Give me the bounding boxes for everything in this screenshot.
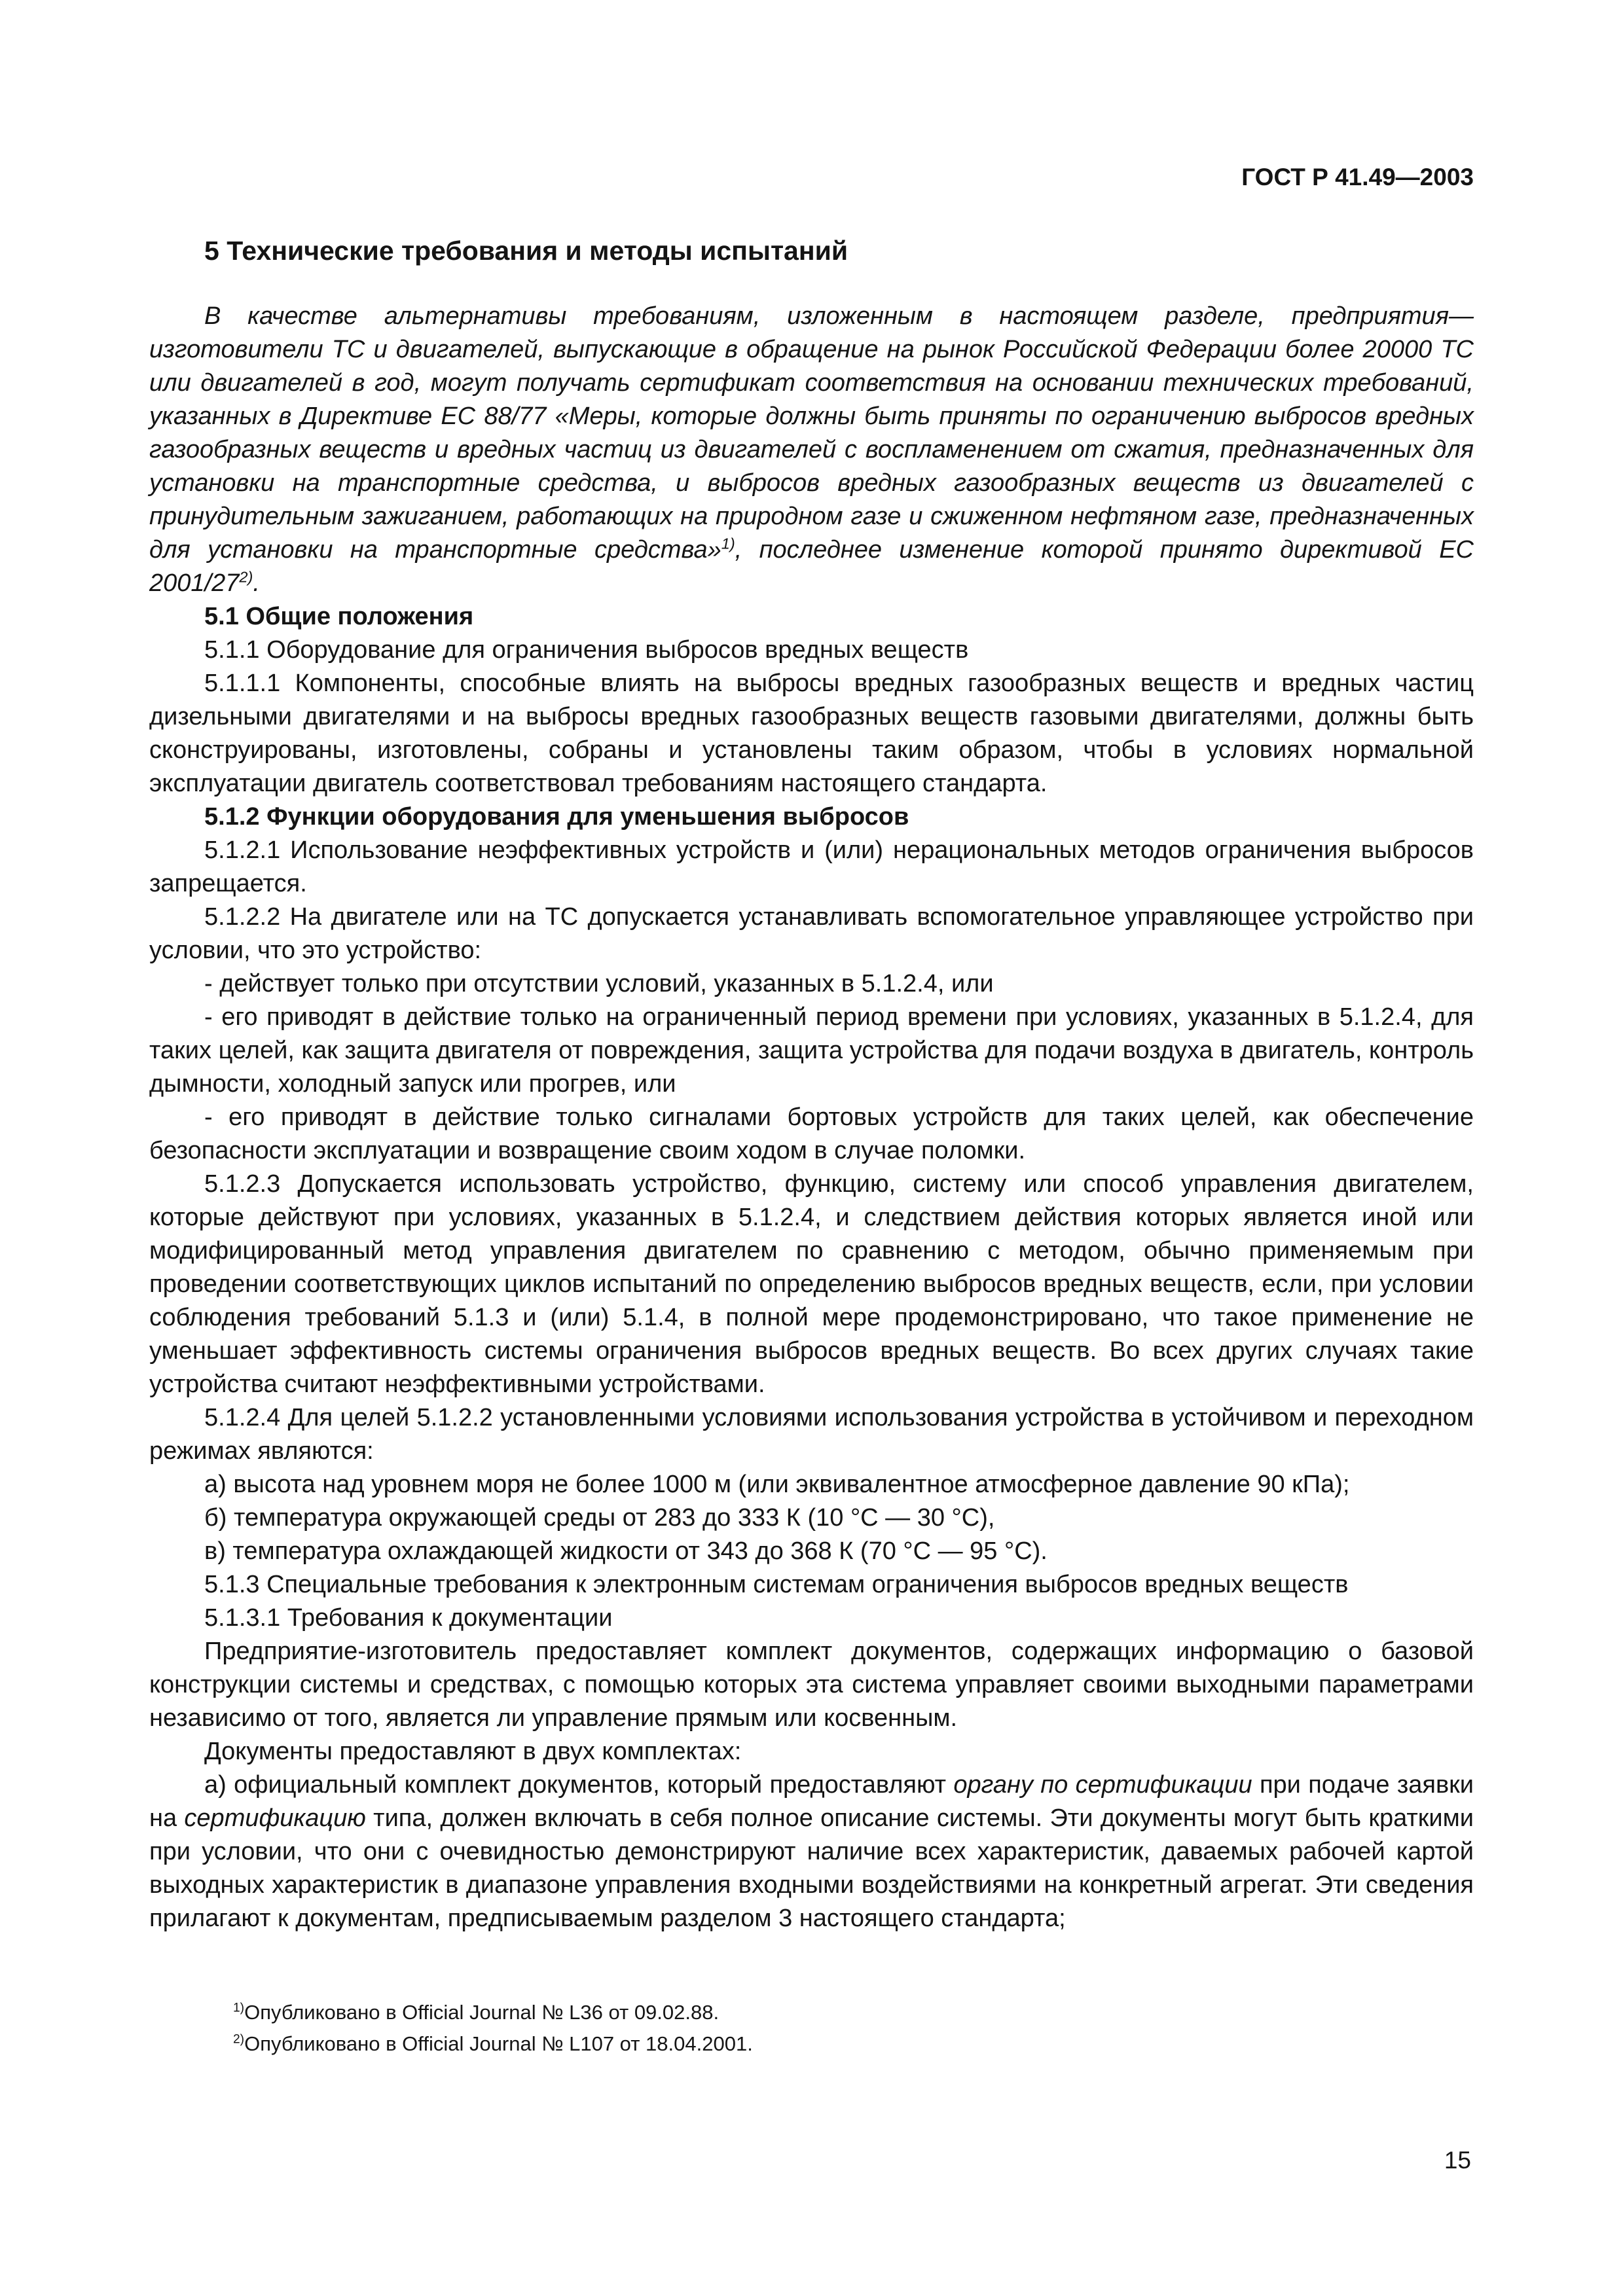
- clause-heading-5-1-1: 5.1.1 Оборудование для ограничения выбросов вредных веществ: [204, 636, 969, 664]
- intro-paragraph: [149, 300, 1474, 600]
- clause-heading-5-1: 5.1 Общие положения: [204, 603, 474, 630]
- list-item-b: б) температура окружающей среды от 283 до 333 К (10 °С — 30 °С),: [204, 1504, 995, 1532]
- clause-paragraph-official-set: [149, 1768, 1474, 1935]
- intro-text-3: .: [253, 569, 260, 597]
- footnote-1: [233, 1997, 1474, 2028]
- footnote-2-marker: 2): [233, 2032, 245, 2047]
- clause-paragraph-5-1-1-1: 5.1.1.1 Компоненты, способные влиять на выбросы вредных газообразных веществ и вредных частиц дизельными двигателями и на выбросы вредных газообразных веществ газовыми двигателями, должны быть сконструированы, изготовлены, собраны и установлены таким образом, чтобы в условиях нормальной эксплуатации двигатель соответствовал требованиям настоящего стандарта.: [149, 670, 1474, 797]
- footnote-1-marker: 1): [233, 2001, 245, 2015]
- clause-paragraph-5-1-2-1: 5.1.2.1 Использование неэффективных устройств и (или) нерациональных методов ограничения выбросов запрещается.: [149, 836, 1474, 897]
- final-run-3: при подаче заявки на: [149, 1771, 1474, 1832]
- footnote-1-text: Опубликовано в Official Journal № L36 от 09.02.88.: [244, 2001, 720, 2024]
- list-item-dash-2: - его приводят в действие только на ограниченный период времени при условиях, указанных в 5.1.2.4, для таких целей, как защита двигателя от повреждения, защита устройства для подачи воздуха в двигатель, контроль дымности, холодный запуск или прогрев, или: [149, 1003, 1474, 1098]
- page-content: [149, 162, 1474, 2060]
- clause-paragraph-5-1-2-4: 5.1.2.4 Для целей 5.1.2.2 установленными условиями использования устройства в устойчивом и переходном режимах являются:: [149, 1404, 1474, 1465]
- page-header: [149, 162, 1474, 192]
- intro-text-1: В качестве альтернативы требованиям, изложенным в настоящем разделе, предприятия—изготовители ТС и двигателей, выпускающие в обращение на рынок Российской Федерации более 20000 ТС или двигателей в год, могут получать сертификат соответствия на основании технических требований, указанных в Директиве ЕС 88/77 «Меры, которые должны быть приняты по ограничению выбросов вредных газообразных веществ и вредных частиц из двигателей с воспламенением от сжатия, предназначенных для установки на транспортные средства, и выбросов вредных газообразных веществ из двигателей с принудительным зажиганием, работающих на природном газе и сжиженном нефтяном газе, предназначенных для установки на транспортные средства»: [149, 302, 1474, 564]
- page-number: 15: [1444, 2147, 1471, 2174]
- footnote-ref-2: 2): [239, 568, 253, 586]
- document-body: [149, 300, 1474, 1935]
- standard-number: ГОСТ Р 41.49—2003: [1241, 164, 1474, 190]
- footnotes: [149, 1997, 1474, 2060]
- list-item-v: в) температура охлаждающей жидкости от 343 до 368 К (70 °С — 95 °С).: [204, 1537, 1048, 1565]
- footnote-2-text: Опубликовано в Official Journal № L107 от 18.04.2001.: [244, 2032, 753, 2055]
- intro-text-2: , последнее изменение которой принято директивой ЕС 2001/27: [149, 536, 1474, 597]
- final-run-5: типа, должен включать в себя полное описание системы. Эти документы могут быть краткими при условии, что они с очевидностью демонстрируют наличие всех характеристик, даваемых рабочей картой выходных характеристик в диапазоне управления входными воздействиями на конкретный агрегат. Эти сведения прилагают к документам, предписываемым разделом 3 настоящего стандарта;: [149, 1804, 1474, 1932]
- clause-paragraph-documentation: Предприятие-изготовитель предоставляет комплект документов, содержащих информацию о базовой конструкции системы и средствах, с помощью которых эта система управляет своими выходными параметрами независимо от того, является ли управление прямым или косвенным.: [149, 1638, 1474, 1732]
- footnote-2: [233, 2028, 1474, 2060]
- clause-heading-5-1-3-1: 5.1.3.1 Требования к документации: [204, 1604, 613, 1632]
- final-run-2-italic: органу по сертификации: [953, 1771, 1252, 1799]
- footnote-ref-1: 1): [721, 535, 735, 552]
- list-item-a: а) высота над уровнем моря не более 1000 м (или эквивалентное атмосферное давление 90 кПа);: [204, 1471, 1350, 1498]
- clause-heading-5-1-2: 5.1.2 Функции оборудования для уменьшения выбросов: [204, 803, 909, 831]
- clause-paragraph-5-1-2-2: 5.1.2.2 На двигателе или на ТС допускается устанавливать вспомогательное управляющее устройство при условии, что это устройство:: [149, 903, 1474, 964]
- list-item-dash-3: - его приводят в действие только сигналами бортовых устройств для таких целей, как обеспечение безопасности эксплуатации и возвращение своим ходом в случае поломки.: [149, 1103, 1474, 1164]
- clause-paragraph-two-sets: Документы предоставляют в двух комплектах:: [204, 1738, 742, 1765]
- clause-heading-5-1-3: 5.1.3 Специальные требования к электронным системам ограничения выбросов вредных веществ: [204, 1571, 1349, 1598]
- list-item-dash-1: - действует только при отсутствии условий, указанных в 5.1.2.4, или: [204, 970, 994, 997]
- clause-paragraph-5-1-2-3: 5.1.2.3 Допускается использовать устройство, функцию, систему или способ управления двигателем, которые действуют при условиях, указанных в 5.1.2.4, и следствием действия которых является иной или модифицированный метод управления двигателем по сравнению с методом, обычно применяемым при проведении соответствующих циклов испытаний по определению выбросов вредных веществ, если, при условии соблюдения требований 5.1.3 и (или) 5.1.4, в полной мере продемонстрировано, что такое применение не уменьшает эффективность системы ограничения выбросов вредных веществ. Во всех других случаях такие устройства считают неэффективными устройствами.: [149, 1170, 1474, 1398]
- final-run-4-italic: сертификацию: [184, 1804, 366, 1832]
- section-title: 5 Технические требования и методы испытаний: [204, 236, 848, 266]
- final-run-1: а) официальный комплект документов, который предоставляют: [204, 1771, 954, 1799]
